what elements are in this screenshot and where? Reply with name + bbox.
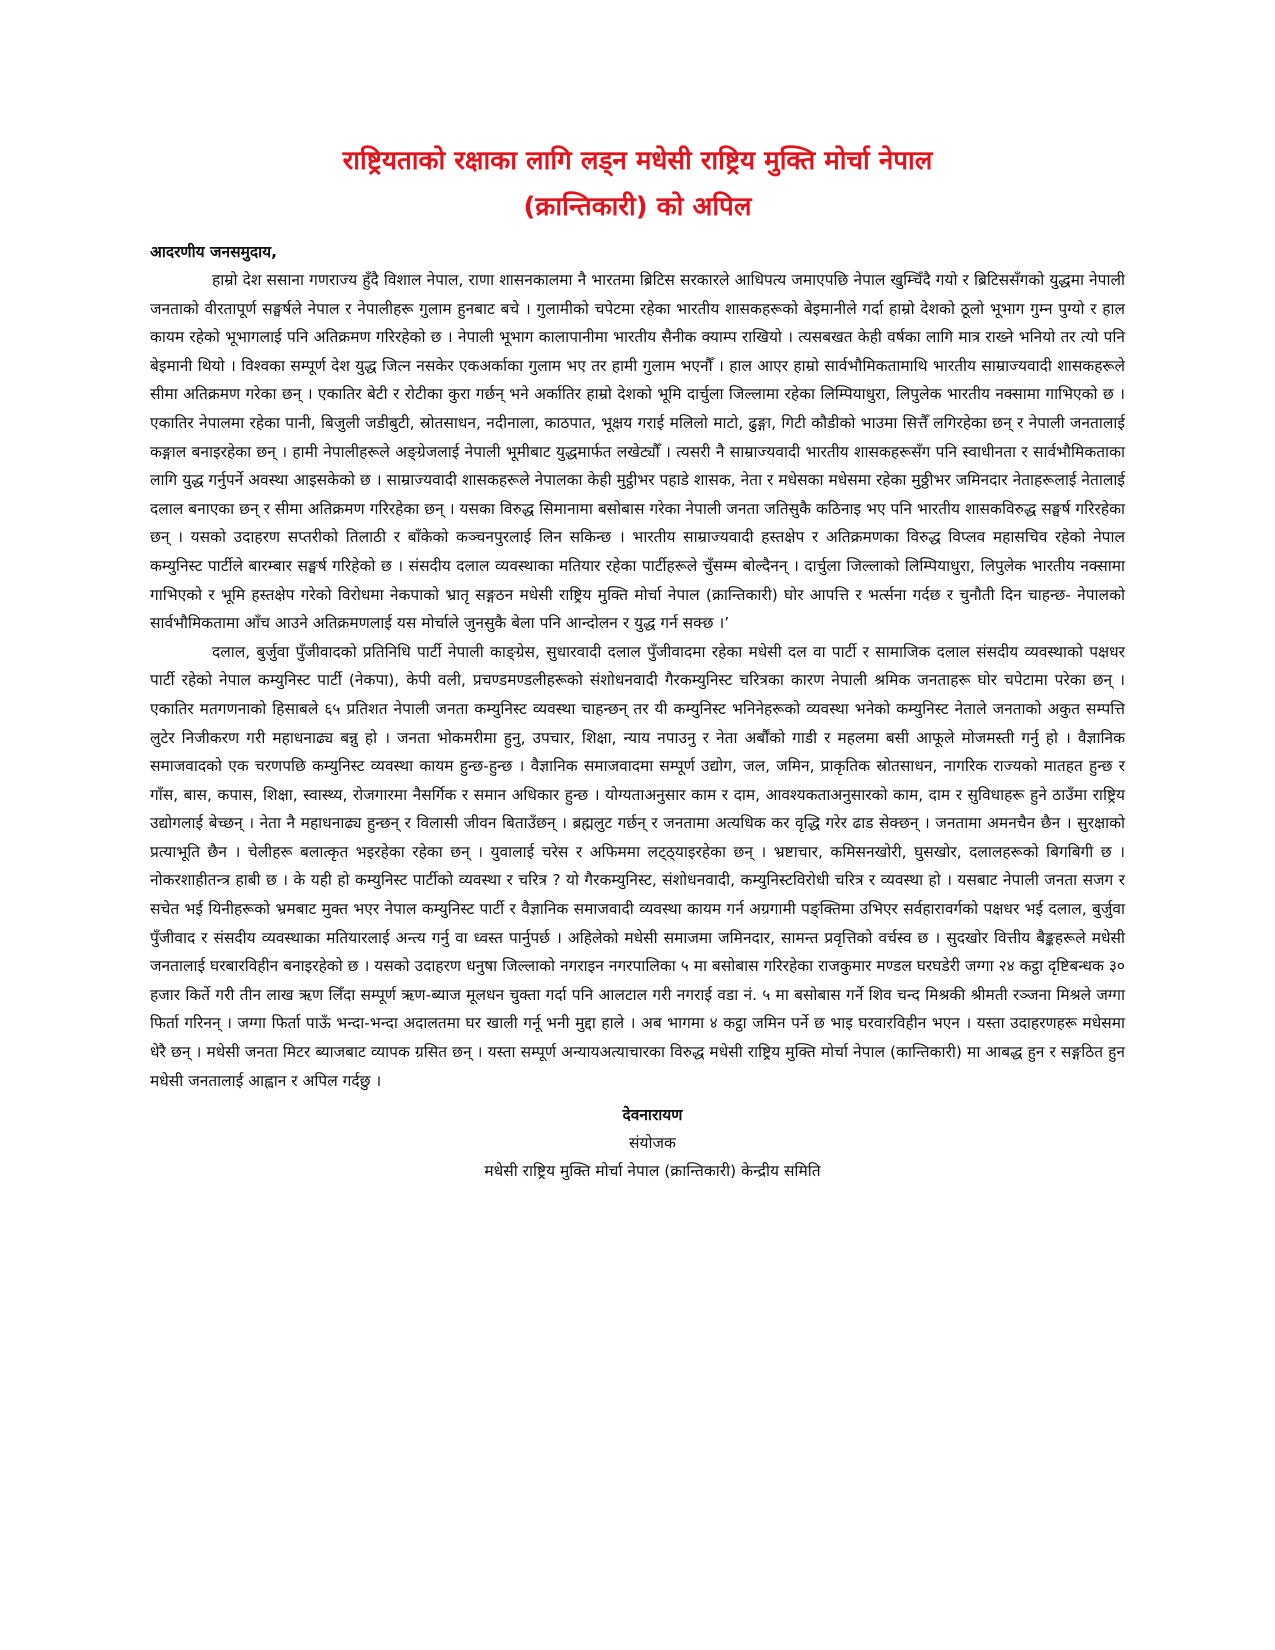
- signatory-role: संयोजक: [629, 1134, 676, 1153]
- body-paragraph-2: दलाल, बुर्जुवा पुँजीवादको प्रतिनिधि पार्टी नेपाली काङ्ग्रेस, सुधारवादी दलाल पुँजीवादमा रहेका मधेसी दल वा पार्टी र सामाजिक दलाल संसदीय व्यवस्थाको पक्षधर पार्टी रहेको नेपाल कम्युनिस्ट पार्टी (नेकपा), केपी वली, प्रचण्डमण्डलीहरूको संशोधनवादी गैरकम्युनिस्ट चरित्रका कारण नेपाली श्रमिक जनताहरू घोर चपेटामा परेका छन् । एकातिर मतगणनाको हिसाबले ६५ प्रतिशत नेपाली जनता कम्युनिस्ट व्यवस्था चाहन्छन् तर यी कम्युनिस्ट भनिनेहरूको व्यवस्था भनेको कम्युनिस्ट नेताले जनताको अकुत सम्पत्ति लुटेर निजीकरण गरी महाधनाढ्य बन्नु हो । जनता भोकमरीमा हुनु, उपचार, शिक्षा, न्याय नपाउनु र नेता अर्बौंको गाडी र महलमा बसी आफूले मोजमस्ती गर्नु हो । वैज्ञानिक समाजवादको एक चरणपछि कम्युनिस्ट व्यवस्था कायम हुन्छ-हुन्छ । वैज्ञानिक समाजवादमा सम्पूर्ण उद्योग, जल, जमिन, प्राकृतिक स्रोतसाधन, नागरिक राज्यको मातहत हुन्छ र गाँस, बास, कपास, शिक्षा, स्वास्थ्य, रोजगारमा नैसर्गिक र समान अधिकार हुन्छ । योग्यताअनुसार काम र दाम, आवश्यकताअनुसारको काम, दाम र सुविधाहरू हुने ठाउँमा राष्ट्रिय उद्योगलाई बेच्छन् । नेता नै महाधनाढ्य हुन्छन् र विलासी जीवन बिताउँछन् । ब्रह्मलुट गर्छन् र जनतामा अत्यधिक कर वृद्धि गरेर ढाड सेक्छन् । जनतामा अमनचैन छैन । सुरक्षाको प्रत्याभूति छैन । चेलीहरू बलात्कृत भइरहेका रहेका छन् । युवालाई चरेस र अफिममा लट्ठ्याइरहेका छन् । भ्रष्टाचार, कमिसनखोरी, घुसखोर, दलालहरूको बिगबिगी छ । नोकरशाहीतन्त्र हाबी छ । के यही हो कम्युनिस्ट पार्टीको व्यवस्था र चरित्र ? यो गैरकम्युनिस्ट, संशोधनवादी, कम्युनिस्टविरोधी चरित्र र व्यवस्था हो । यसबाट नेपाली जनता सजग र सचेत भई यिनीहरूको भ्रमबाट मुक्त भएर नेपाल कम्युनिस्ट पार्टी र वैज्ञानिक समाजवादी व्यवस्था कायम गर्न अग्रगामी पङ्क्तिमा उभिएर सर्वहारावर्गको पक्षधर भई दलाल, बुर्जुवा पुँजीवाद र संसदीय व्यवस्थाका मतियारलाई अन्त्य गर्नु वा ध्वस्त पार्नुपर्छ । अहिलेको मधेसी समाजमा जमिनदार, सामन्त प्रवृत्तिको वर्चस्व छ । सुदखोर वित्तीय बैङ्कहरूले मधेसी जनतालाई घरबारविहीन बनाइरहेको छ । यसको उदाहरण धनुषा जिल्लाको नगराइन नगरपालिका ५ मा बसोबास गरिरहेका राजकुमार मण्डल घरघडेरी जग्गा २४ कट्ठा दृष्टिबन्धक ३० हजार किर्ते गरी तीन लाख ऋण लिँदा सम्पूर्ण ऋण-ब्याज मूलधन चुक्ता गर्दा पनि आलटाल गरी नगराई वडा नं. ५ मा बसोबास गर्ने शिव चन्द मिश्रकी श्रीमती रञ्जना मिश्रले जग्गा फिर्ता गरिनन् । जग्गा फिर्ता पाऊँ भन्दा-भन्दा अदालतमा घर खाली गर्नू भनी मुद्दा हाले । अब भागमा ४ कट्ठा जमिन पर्ने छ भाइ घरवारविहीन भएन । यस्ता उदाहरणहरू मधेसमा धेरै छन् । मधेसी जनता मिटर ब्याजबाट व्यापक ग्रसित छन् । यस्ता सम्पूर्ण अन्यायअत्याचारका विरुद्ध मधेसी राष्ट्रिय मुक्ति मोर्चा नेपाल (कान्तिकारी) मा आबद्ध हुन र सङ्गठित हुन मधेसी जनतालाई आह्वान र अपिल गर्दछु ।: [150, 642, 1125, 1090]
- salutation: आदरणीय जनसमुदाय,: [150, 243, 277, 261]
- document-page: [150, 138, 1125, 1185]
- signatory-organization: मधेसी राष्ट्रिय मुक्ति मोर्चा नेपाल (क्रान्तिकारी) केन्द्रीय समिति: [484, 1162, 821, 1181]
- signature-block: [150, 1101, 1125, 1185]
- document-title: [150, 138, 1125, 230]
- signatory-name: देवनारायण: [622, 1106, 683, 1125]
- document-title-line-1: राष्ट्रियताको रक्षाका लागि लड्न मधेसी राष्ट्रिय मुक्ति मोर्चा नेपाल: [342, 146, 933, 176]
- document-title-line-2: (क्रान्तिकारी) को अपिल: [523, 192, 752, 222]
- body-paragraph-1: हाम्रो देश ससाना गणराज्य हुँदै विशाल नेपाल, राणा शासनकालमा नै भारतमा ब्रिटिस सरकारले आधिपत्य जमाएपछि नेपाल खुम्चिँदै गयो र ब्रिटिससँगको युद्धमा नेपाली जनताको वीरतापूर्ण सङ्घर्षले नेपाल र नेपालीहरू गुलाम हुनबाट बचे । गुलामीको चपेटमा रहेका भारतीय शासकहरूको बेइमानीले गर्दा हाम्रो देशको ठूलो भूभाग गुम्न पुग्यो र हाल कायम रहेको भूभागलाई पनि अतिक्रमण गरिरहेको छ । नेपाली भूभाग कालापानीमा भारतीय सैनीक क्याम्प राखियो । त्यसबखत केही वर्षका लागि मात्र राख्ने भनियो तर त्यो पनि बेइमानी थियो । विश्वका सम्पूर्ण देश युद्ध जित्न नसकेर एकअर्काका गुलाम भए तर हामी गुलाम भएनौँ । हाल आएर हाम्रो सार्वभौमिकतामाथि भारतीय साम्राज्यवादी शासकहरूले सीमा अतिक्रमण गरेका छन् । एकातिर बेटी र रोटीका कुरा गर्छन् भने अर्कातिर हाम्रो देशको भूमि दार्चुला जिल्लामा रहेका लिम्पियाधुरा, लिपुलेक भारतीय नक्सामा गाभिएको छ । एकातिर नेपालमा रहेका पानी, बिजुली जडीबुटी, स्रोतसाधन, नदीनाला, काठपात, भूक्षय गराई मलिलो माटो, ढुङ्गा, गिटी कौडीको भाउमा सित्तैँ लगिरहेका छन् र नेपाली जनतालाई कङ्गाल बनाइरहेका छन् । हामी नेपालीहरूले अङ्ग्रेजलाई नेपाली भूमीबाट युद्धमार्फत लखेट्यौँ । त्यसरी नै साम्राज्यवादी भारतीय शासकहरूसँग पनि स्वाधीनता र सार्वभौमिकताका लागि युद्ध गर्नुपर्ने अवस्था आइसकेको छ । साम्राज्यवादी शासकहरूले नेपालका केही मुट्ठीभर पहाडे शासक, नेता र मधेसका मधेसमा रहेका मुठ्ठीभर जमिनदार नेताहरूलाई नेतालाई दलाल बनाएका छन् र सीमा अतिक्रमण गरिरहेका छन् । यसका विरुद्ध सिमानामा बसोबास गरेका नेपाली जनता जतिसुकै कठिनाइ भए पनि भारतीय शासकविरुद्ध सङ्घर्ष गरिरहेका छन् । यसको उदाहरण सप्तरीको तिलाठी र बाँकेको कञ्चनपुरलाई लिन सकिन्छ । भारतीय साम्राज्यवादी हस्तक्षेप र अतिक्रमणका विरुद्ध विप्लव महासचिव रहेको नेपाल कम्युनिस्ट पार्टीले बारम्बार सङ्घर्ष गरिहेको छ । संसदीय दलाल व्यवस्थाका मतियार रहेका पार्टीहरूले चुँसम्म बोल्दैनन् । दार्चुला जिल्लाको लिम्पियाधुरा, लिपुलेक भारतीय नक्सामा गाभिएको र भूमि हस्तक्षेप गरेको विरोधमा नेकपाको भ्रातृ सङ्गठन मधेसी राष्ट्रिय मुक्ति मोर्चा नेपाल (क्रान्तिकारी) घोर आपत्ति र भर्त्सना गर्दछ र चुनौती दिन चाहन्छ- नेपालको सार्वभौमिकतामा आँच आउने अतिक्रमणलाई यस मोर्चाले जुनसुकै बेला पनि आन्दोलन र युद्ध गर्न सक्छ ।’: [150, 271, 1125, 633]
